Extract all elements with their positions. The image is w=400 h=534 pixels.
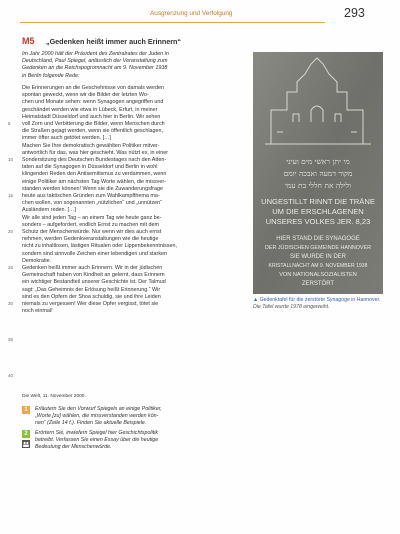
task-line: Erörtern Sie, inwiefern Spiegel hier Geschichtspolitik bbox=[35, 430, 159, 436]
speech-line: Die Erinnerungen an die Geschehnisse von damals werden bbox=[22, 85, 165, 91]
intro-line: Deutschland, Paul Spiegel, anlässlich der Veranstaltung zum bbox=[22, 58, 168, 65]
line-number: 5 bbox=[8, 121, 11, 126]
speech-line: voll Zorn und Verbitterung die Bilder, wenn Menschen durch bbox=[22, 121, 165, 128]
intro-line: Gedenken an die Reichspogromnacht am 9. November 1938 bbox=[22, 65, 168, 72]
line-number: 25 bbox=[8, 265, 13, 270]
material-title: „Gedenken heißt immer auch Erinnern“ bbox=[46, 37, 181, 46]
speech-line: Heimatstadt Düsseldorf und auch hier in Berlin. Wir sehen bbox=[22, 113, 161, 120]
speech-line: ein wichtiger Bestandteil unserer Geschichte ist. Der Talmud bbox=[22, 279, 166, 286]
hebrew-line: מקור דמעה ואבכה יומם bbox=[283, 169, 353, 178]
task-line: nen“ (Zeile 14 f.). Finden Sie aktuelle Beispiele. bbox=[35, 419, 147, 426]
memorial-plaque-photo bbox=[253, 52, 383, 294]
speech-line: Ausländern reden. […] bbox=[22, 207, 76, 214]
caption-title: ▲ Gedenktafel für die zerstörte Synagoge in Hannover. bbox=[253, 297, 381, 303]
speech-line: Machen Sie Ihre demokratisch gewählten Politiker mitver- bbox=[22, 142, 160, 149]
header-rule bbox=[20, 22, 325, 23]
plaque-image bbox=[253, 52, 383, 294]
image-caption bbox=[253, 297, 393, 310]
hebrew-line: ולילה את חללי בת עמי bbox=[284, 181, 352, 190]
material-label: M5 bbox=[22, 36, 35, 46]
hebrew-inscription bbox=[284, 157, 353, 190]
speech-line: Wir alle sind jeden Tag – an einem Tag wie heute ganz be- bbox=[22, 214, 162, 221]
speech-line: nehmen, werden Gedenkveranstaltungen wie die heutige bbox=[22, 236, 159, 243]
speech-line: spontan geweckt, wenn wir die Bilder der letzten Wo- bbox=[22, 92, 149, 99]
inscription-line: HIER STAND DIE SYNAGOGE bbox=[276, 236, 360, 242]
task-line: Erläutern Sie den Vorwurf Spiegels an einige Politiker, bbox=[35, 406, 162, 412]
task-text bbox=[35, 430, 235, 450]
speech-line: sondern sind sinnvolle Zeichen einer lebendigen und starken bbox=[22, 250, 168, 257]
caption-text: Die Tafel wurde 1978 eingeweiht. bbox=[253, 303, 330, 310]
inscription-line: UNSERES VOLKES JER. 8,23 bbox=[265, 217, 371, 226]
speech-line: die Straßen gejagt werden, wenn sie öffentlich geschlagen, bbox=[22, 128, 164, 135]
speech-line: Gedenken heißt immer auch Erinnern. Wir in der jüdischen bbox=[22, 265, 163, 272]
speech-text bbox=[22, 85, 236, 316]
page-number: 293 bbox=[344, 6, 365, 20]
line-number: 40 bbox=[8, 373, 13, 378]
task-text bbox=[35, 406, 235, 426]
task-2 bbox=[22, 430, 244, 460]
speech-line: einige Politiker am nächsten Tag Worte wählen, die missver- bbox=[22, 178, 166, 185]
speech-line: antwortlich für das, was hier geschieht. Was nützt es, in einer bbox=[22, 149, 169, 156]
speech-line: Schutz der Menschenwürde. Nur wenn wir dies auch ernst bbox=[22, 229, 162, 236]
line-number: 10 bbox=[8, 157, 13, 162]
task-line: Bedeutung der Menschenwürde. bbox=[35, 443, 112, 450]
speech-line: nicht zu inhaltlosen, lästigen Ritualen oder Lippenbekenntnissen, bbox=[22, 243, 177, 250]
speech-line: Sondersitzung des Deutschen Bundestages nach den Atten- bbox=[22, 157, 167, 164]
material-intro bbox=[22, 51, 227, 80]
hebrew-line: מי יתן ראשי מים ועיני bbox=[286, 157, 350, 166]
inscription-line: UM DIE ERSCHLAGENEN bbox=[272, 207, 364, 216]
source-citation: Die Welt, 11. November 2000. bbox=[22, 394, 86, 399]
inscription-line: SIE WURDE IN DER bbox=[289, 254, 347, 260]
speech-line: noch einmal! bbox=[22, 308, 53, 315]
task-line: betreibt. Verfassen Sie einen Essay über die heutige bbox=[35, 436, 159, 443]
speech-line: chen wollen, von sogenannten „nützlichen“ und „unnützen“ bbox=[22, 200, 162, 207]
chapter-title: Ausgrenzung und Verfolgung bbox=[150, 10, 233, 17]
speech-line: heute aus taktischen Gründen zum Wahlkampfthema ma- bbox=[22, 193, 160, 200]
speech-line: chen und Monate sehen: wenn Synagogen angegriffen und bbox=[22, 99, 164, 106]
speech-line: Gemeinschaft haben von Kindheit an gelernt, dass Erinnern bbox=[22, 272, 165, 279]
task-number-badge: 2 bbox=[22, 430, 30, 438]
group-work-icon bbox=[22, 440, 30, 448]
speech-line: sagt: „Das Geheimnis der Erlösung heißt Erinnerung.“ Wir bbox=[22, 286, 161, 293]
speech-line: taten auf die Synagogen in Düsseldorf und Berlin in wohl bbox=[22, 164, 158, 171]
task-line: „Worte [zu] wählen, die missverstanden werden kön- bbox=[35, 412, 159, 419]
speech-line: immer öfter auch getötet werden. […] bbox=[22, 135, 111, 142]
intro-line: in Berlin folgende Rede: bbox=[22, 72, 80, 79]
task-number-badge: 1 bbox=[22, 406, 30, 414]
inscription-line: UNGESTILLT RINNT DIE TRÄNE bbox=[261, 197, 375, 206]
line-number: 30 bbox=[8, 301, 13, 306]
intro-line: Im Jahr 2000 hält der Präsident des Zentralrates der Juden in bbox=[22, 51, 169, 57]
inscription-line: ZERSTÖRT bbox=[301, 281, 335, 287]
line-number: 35 bbox=[8, 337, 13, 342]
speech-line: standen werden können! Wenn sie die Zuwanderungsfrage bbox=[22, 185, 164, 192]
line-number: 15 bbox=[8, 193, 13, 198]
inscription-line: DER JÜDISCHEN GEMEINDE HANNOVER bbox=[264, 245, 372, 251]
speech-line: sonders – aufgefordert, endlich Ernst zu machen mit dem bbox=[22, 221, 159, 228]
speech-line: Demokratie. bbox=[22, 257, 52, 264]
speech-line: niemals zu vergessen! Wer diese Opfer vergisst, tötet sie bbox=[22, 301, 159, 308]
line-number: 20 bbox=[8, 229, 13, 234]
speech-line: sind es den Opfern der Shoa schuldig, sie und ihre Leiden bbox=[22, 293, 161, 300]
speech-line: klingenden Reden den Antisemitismus zu verdammen, wenn bbox=[22, 171, 167, 178]
inscription-line: VON NATIONALSOZIALISTEN bbox=[279, 272, 357, 278]
inscription-line: KRISTALLNACHT AM 9. NOVEMBER 1938 bbox=[268, 263, 368, 269]
speech-line: geschändet werden wie etwa in Lübeck, Erfurt, in meiner bbox=[22, 106, 158, 113]
